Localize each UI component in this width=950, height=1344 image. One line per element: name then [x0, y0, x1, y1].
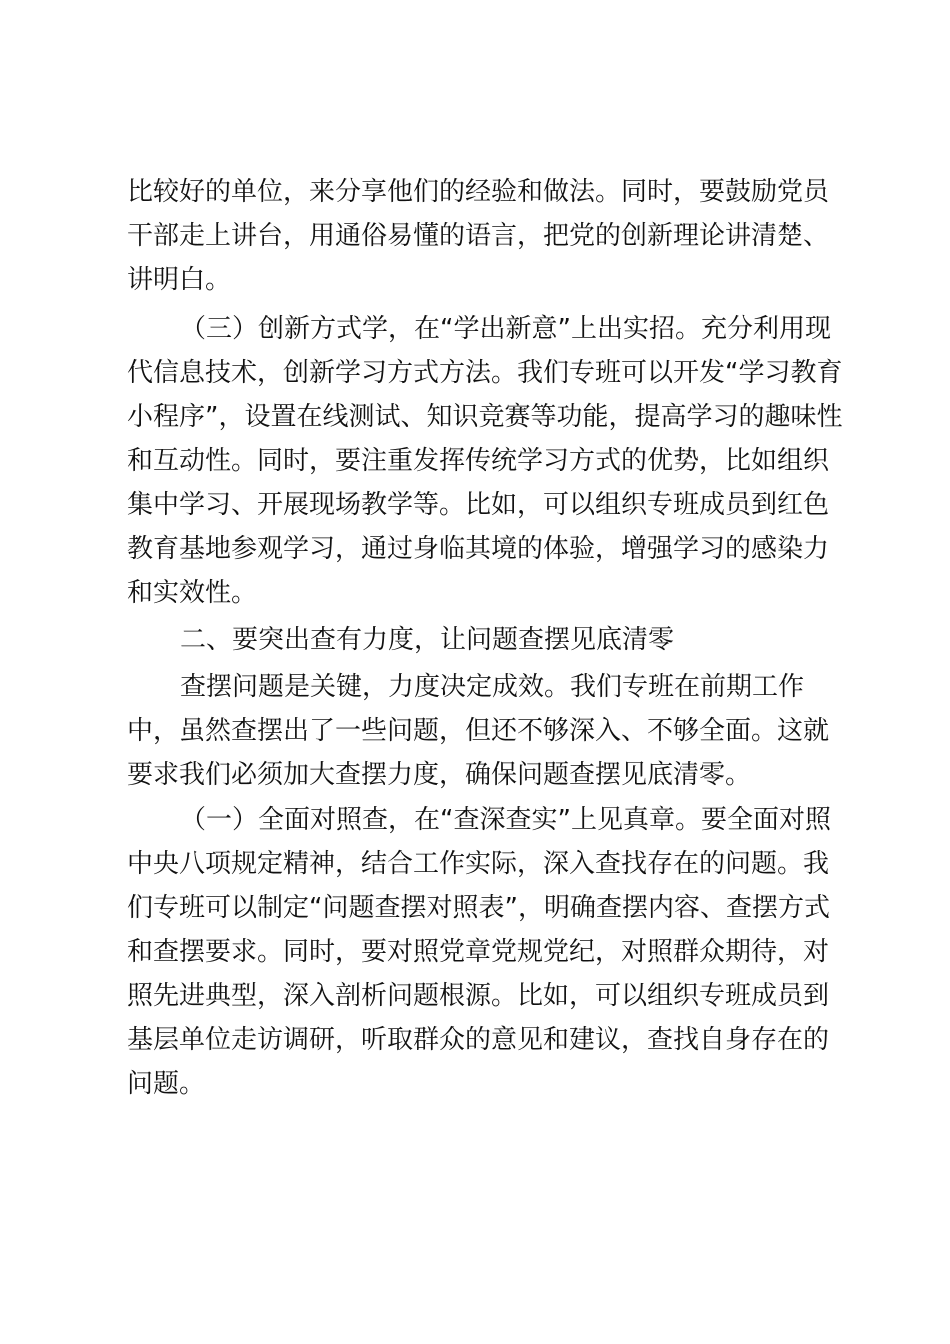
paragraph-line: 和实效性。 [127, 578, 258, 608]
paragraph-line: 和查摆要求。同时，要对照党章党规党纪，对照群众期待，对 [127, 937, 830, 967]
paragraph-line: 查摆问题是关键，力度决定成效。我们专班在前期工作 [180, 672, 805, 702]
subheading-line: （三）创新方式学，在“学出新意”上出实招。充分利用现 [180, 314, 831, 344]
paragraph-line: 中央八项规定精神，结合工作实际，深入查找存在的问题。我 [127, 849, 830, 879]
paragraph-line: 照先进典型，深入剖析问题根源。比如，可以组织专班成员到 [127, 981, 830, 1011]
paragraph-line: 集中学习、开展现场教学等。比如，可以组织专班成员到红色 [127, 490, 830, 520]
paragraph-line: 比较好的单位，来分享他们的经验和做法。同时，要鼓励党员 [127, 177, 830, 207]
paragraph-line: 们专班可以制定“问题查摆对照表”，明确查摆内容、查摆方式 [127, 893, 830, 923]
paragraph-line: 代信息技术，创新学习方式方法。我们专班可以开发“学习教育 [127, 358, 843, 388]
paragraph-line: 教育基地参观学习，通过身临其境的体验，增强学习的感染力 [127, 534, 830, 564]
section-heading: 二、要突出查有力度，让问题查摆见底清零 [180, 625, 675, 655]
paragraph-line: 要求我们必须加大查摆力度，确保问题查摆见底清零。 [127, 760, 752, 790]
paragraph-line: 小程序”，设置在线测试、知识竞赛等功能，提高学习的趣味性 [127, 402, 843, 432]
paragraph-line: 中，虽然查摆出了一些问题，但还不够深入、不够全面。这就 [127, 716, 830, 746]
subheading-line: （一）全面对照查，在“查深查实”上见真章。要全面对照 [180, 805, 831, 835]
paragraph-line: 基层单位走访调研，听取群众的意见和建议，查找自身存在的 [127, 1025, 830, 1055]
paragraph-line: 干部走上讲台，用通俗易懂的语言，把党的创新理论讲清楚、 [127, 221, 830, 251]
paragraph-line: 讲明白。 [127, 265, 232, 295]
paragraph-line: 问题。 [127, 1069, 206, 1099]
paragraph-line: 和互动性。同时，要注重发挥传统学习方式的优势，比如组织 [127, 446, 830, 476]
